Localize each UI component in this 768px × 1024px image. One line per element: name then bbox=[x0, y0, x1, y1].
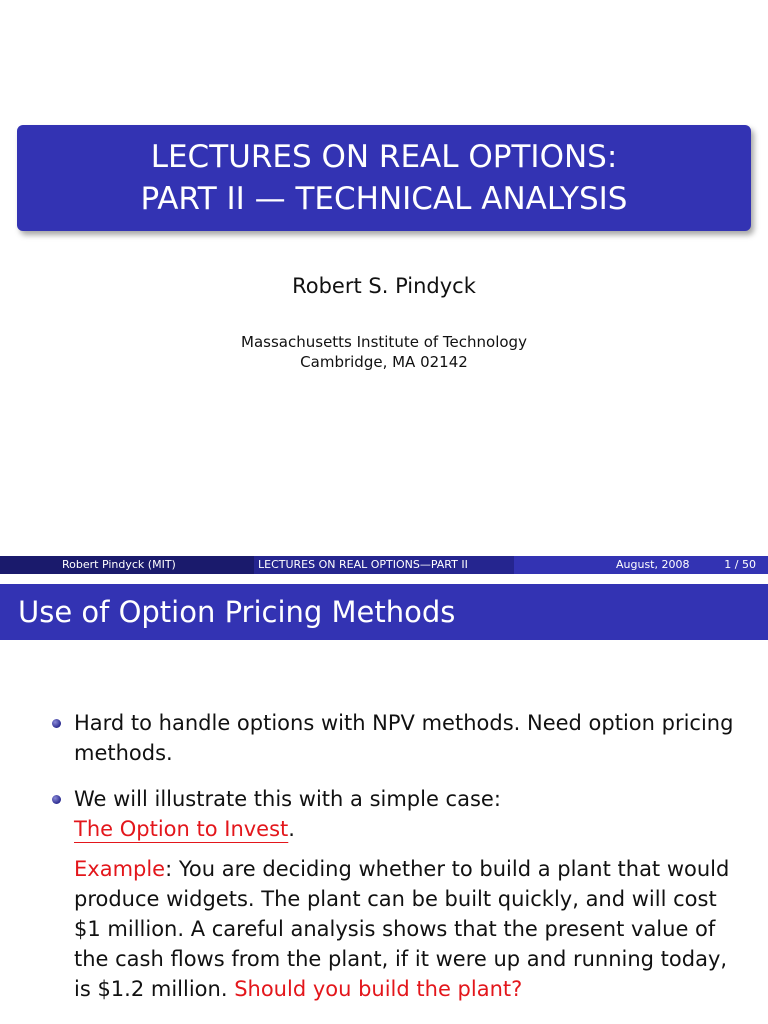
title-box bbox=[17, 125, 751, 231]
address: Cambridge, MA 02142 bbox=[300, 353, 468, 371]
example-question: Should you build the plant? bbox=[234, 977, 523, 1001]
institution-block bbox=[0, 332, 768, 372]
example-label: Example bbox=[74, 857, 166, 881]
footer-bar bbox=[0, 556, 768, 574]
bullet-icon bbox=[52, 795, 61, 804]
footer-center bbox=[254, 556, 514, 574]
bullet-intro: We will illustrate this with a simple case: bbox=[74, 787, 501, 811]
title-line-1: LECTURES ON REAL OPTIONS: bbox=[150, 139, 618, 175]
example-paragraph bbox=[74, 854, 748, 1004]
bullet-item bbox=[48, 708, 748, 768]
author-name: Robert S. Pindyck bbox=[292, 274, 476, 298]
bullet-text bbox=[74, 784, 748, 844]
footer-date: August, 2008 bbox=[616, 558, 690, 571]
footer-page-number: 1 / 50 bbox=[724, 558, 756, 571]
example-text: : You are deciding whether to build a plant that would produce widgets. The plant can be built quickly, and will cost $1 million. A careful analysis shows that the present value of the cash flows from the plant, if it were up and running today, is $1.2 million. bbox=[74, 857, 730, 1001]
institution: Massachusetts Institute of Technology bbox=[241, 333, 527, 351]
footer-title: LECTURES ON REAL OPTIONS—PART II bbox=[258, 558, 468, 571]
bullet-text: Hard to handle options with NPV methods. Need option pricing methods. bbox=[74, 711, 734, 765]
highlight-option-to-invest: The Option to Invest bbox=[74, 817, 289, 841]
bullet-icon bbox=[52, 719, 61, 728]
period: . bbox=[288, 817, 295, 841]
frame-title: Use of Option Pricing Methods bbox=[0, 584, 768, 640]
title-line-2: PART II — TECHNICAL ANALYSIS bbox=[140, 181, 628, 217]
footer-right bbox=[514, 556, 768, 574]
bullet-list bbox=[48, 708, 748, 1020]
bullet-item bbox=[48, 784, 748, 1004]
footer-author: Robert Pindyck (MIT) bbox=[62, 558, 176, 571]
footer-left bbox=[0, 556, 254, 574]
